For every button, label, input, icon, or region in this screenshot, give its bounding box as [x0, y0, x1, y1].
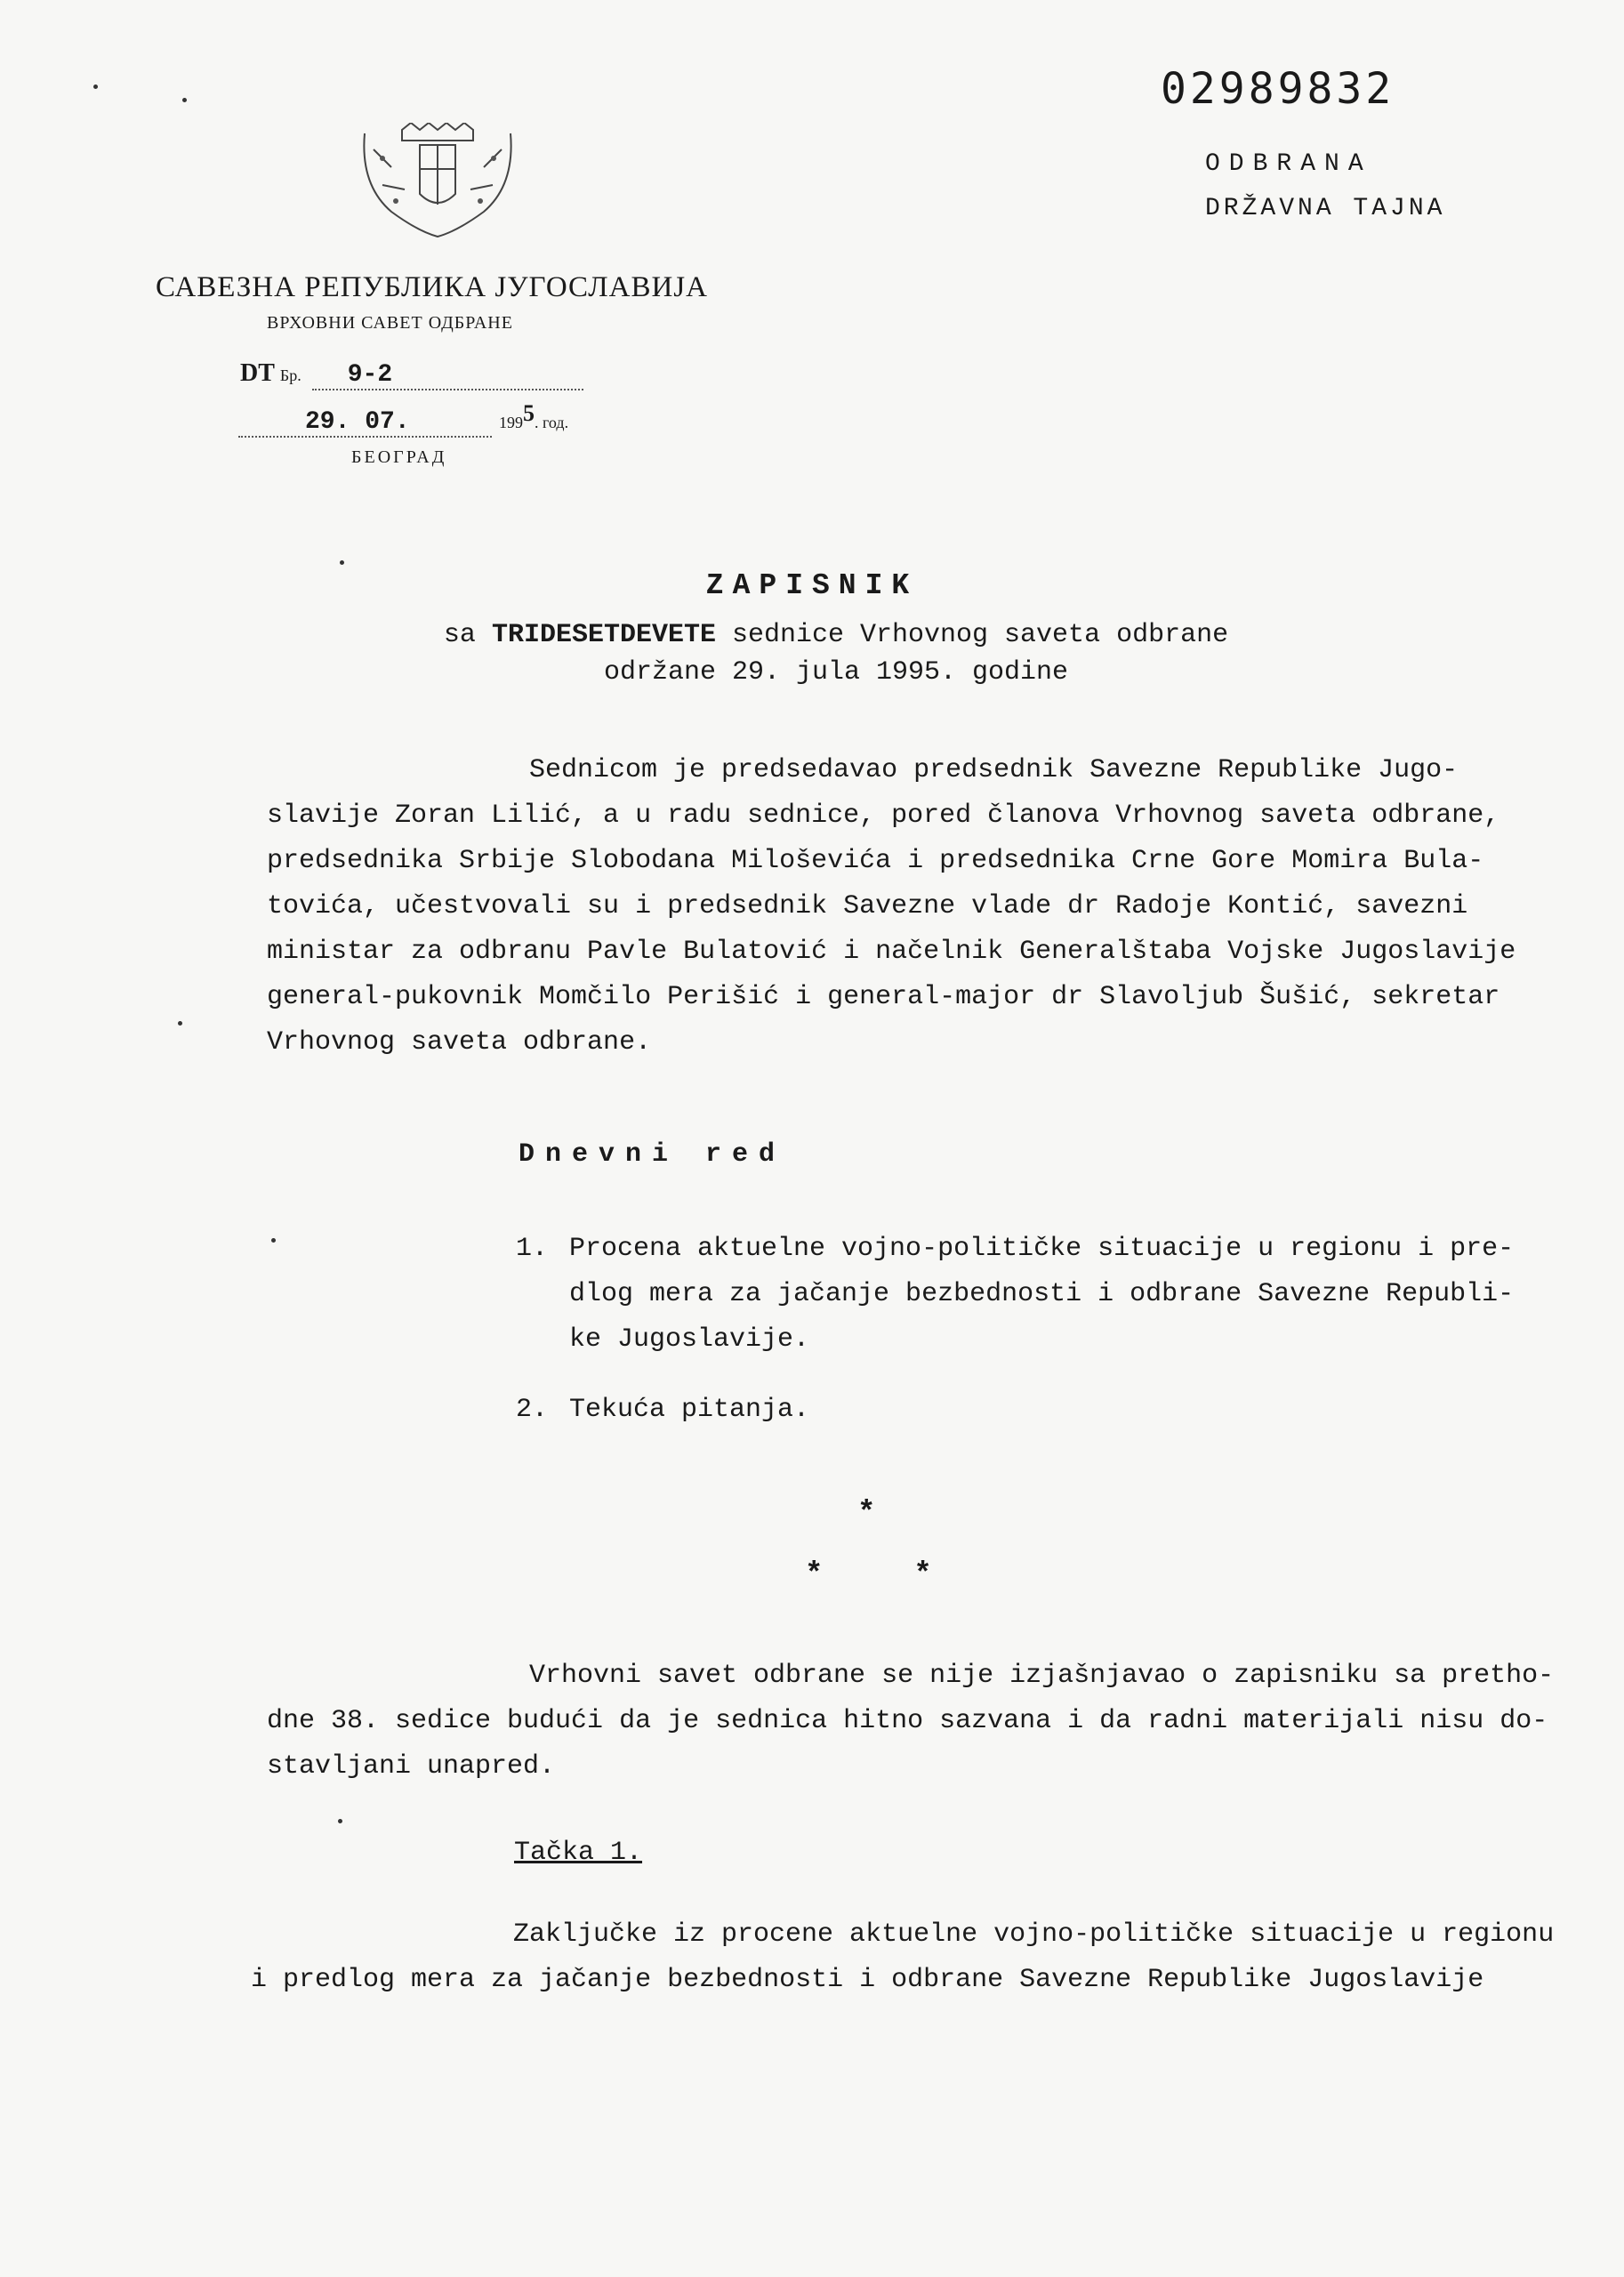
- reference-value: 9-2: [312, 361, 583, 390]
- coat-of-arms-icon: [356, 123, 520, 243]
- date-value: 29. 07.: [238, 408, 492, 438]
- subtitle-date: održane 29. jula 1995. godine: [603, 657, 1069, 688]
- agenda-item-text: Tekuća pitanja.: [569, 1395, 810, 1425]
- paragraph-line: ministar za odbranu Pavle Bulatović i načelnik Generalštaba Vojske Jugoslavije: [267, 937, 1516, 967]
- paragraph-line: Zaključke iz procene aktuelne vojno-političke situacije u regionu: [513, 1919, 1555, 1950]
- agenda-item-number: 2.: [516, 1395, 549, 1425]
- paragraph-line: tovića, učestvovali su i predsednik Savezne vlade dr Radoje Kontić, savezni: [267, 891, 1468, 921]
- agenda-item-line: ke Jugoslavije.: [569, 1324, 810, 1355]
- paragraph-line: i predlog mera za jačanje bezbednosti i odbrane Savezne Republike Jugoslavije: [251, 1965, 1484, 1995]
- subtitle-rest: sednice Vrhovnog saveta odbrane: [732, 620, 1229, 650]
- separator-stars-bottom: * *: [805, 1558, 932, 1592]
- scan-speck: [182, 98, 187, 102]
- year-suffix: . год.: [535, 414, 569, 431]
- paragraph-line: general-pukovnik Momčilo Perišić i general-major dr Slavoljub Šušić, sekretar: [267, 982, 1500, 1012]
- paragraph-line: Sednicom je predsedavao predsednik Savezne Republike Jugo-: [529, 755, 1459, 785]
- issuer-name: САВЕЗНА РЕПУБЛИКА ЈУГОСЛАВИЈА: [156, 271, 708, 303]
- classification-block: [1205, 142, 1445, 231]
- paragraph-line: predsednika Srbije Slobodana Miloševića i predsednika Crne Gore Momira Bula-: [267, 846, 1484, 876]
- document-number: 02989832: [1161, 64, 1395, 114]
- scan-speck: [178, 1021, 182, 1026]
- agenda-item-number: 1.: [516, 1234, 549, 1264]
- document-subtitle: [0, 616, 1624, 691]
- paragraph-line: Vrhovni savet odbrane se nije izjašnjavao o zapisniku sa pretho-: [529, 1661, 1555, 1691]
- subtitle-prefix: sa: [443, 620, 476, 650]
- intro-paragraph: [267, 748, 1516, 1066]
- point-paragraph: [251, 1912, 1555, 2003]
- separator-star-top: *: [857, 1497, 876, 1531]
- paragraph-line: stavljani unapred.: [267, 1751, 556, 1782]
- classification-line-1: ODBRANA: [1205, 150, 1372, 178]
- point-heading: Tačka 1.: [514, 1838, 643, 1868]
- date-year: [499, 400, 569, 431]
- agenda-item-1: [516, 1227, 1514, 1363]
- year-prefix: 199: [499, 414, 523, 431]
- agenda-item-line: Procena aktuelne vojno-političke situacije u regionu i pre-: [569, 1234, 1515, 1264]
- agenda-item-2: [516, 1388, 809, 1433]
- scan-speck: [93, 84, 98, 89]
- paragraph-line: slavije Zoran Lilić, a u radu sednice, pored članova Vrhovnog saveta odbrane,: [267, 801, 1500, 831]
- subtitle-ordinal: TRIDESETDEVETE: [491, 620, 716, 650]
- document-title: ZAPISNIK: [705, 569, 919, 602]
- year-digit: 5: [523, 400, 535, 426]
- agenda-item-line: dlog mera za jačanje bezbednosti i odbrane Savezne Republi-: [569, 1279, 1515, 1309]
- paragraph-line: dne 38. sedice budući da je sednica hitno sazvana i da radni materijali nisu do-: [267, 1706, 1548, 1736]
- agenda-heading: Dnevni red: [519, 1139, 786, 1170]
- paragraph-line: Vrhovnog saveta odbrane.: [267, 1027, 652, 1058]
- reference-prefix: Бр.: [279, 366, 301, 384]
- scan-speck: [271, 1238, 276, 1243]
- classification-line-2: DRŽAVNA TAJNA: [1205, 195, 1446, 222]
- scan-speck: [338, 1819, 342, 1823]
- scan-speck: [340, 560, 344, 565]
- issuer-body: ВРХОВНИ САВЕТ ОДБРАНЕ: [267, 313, 513, 333]
- reference-label: DT: [240, 359, 275, 387]
- reference-row: [240, 359, 583, 390]
- minutes-paragraph: [267, 1653, 1555, 1790]
- issuer-city: БЕОГРАД: [351, 447, 447, 467]
- date-row: [238, 400, 569, 438]
